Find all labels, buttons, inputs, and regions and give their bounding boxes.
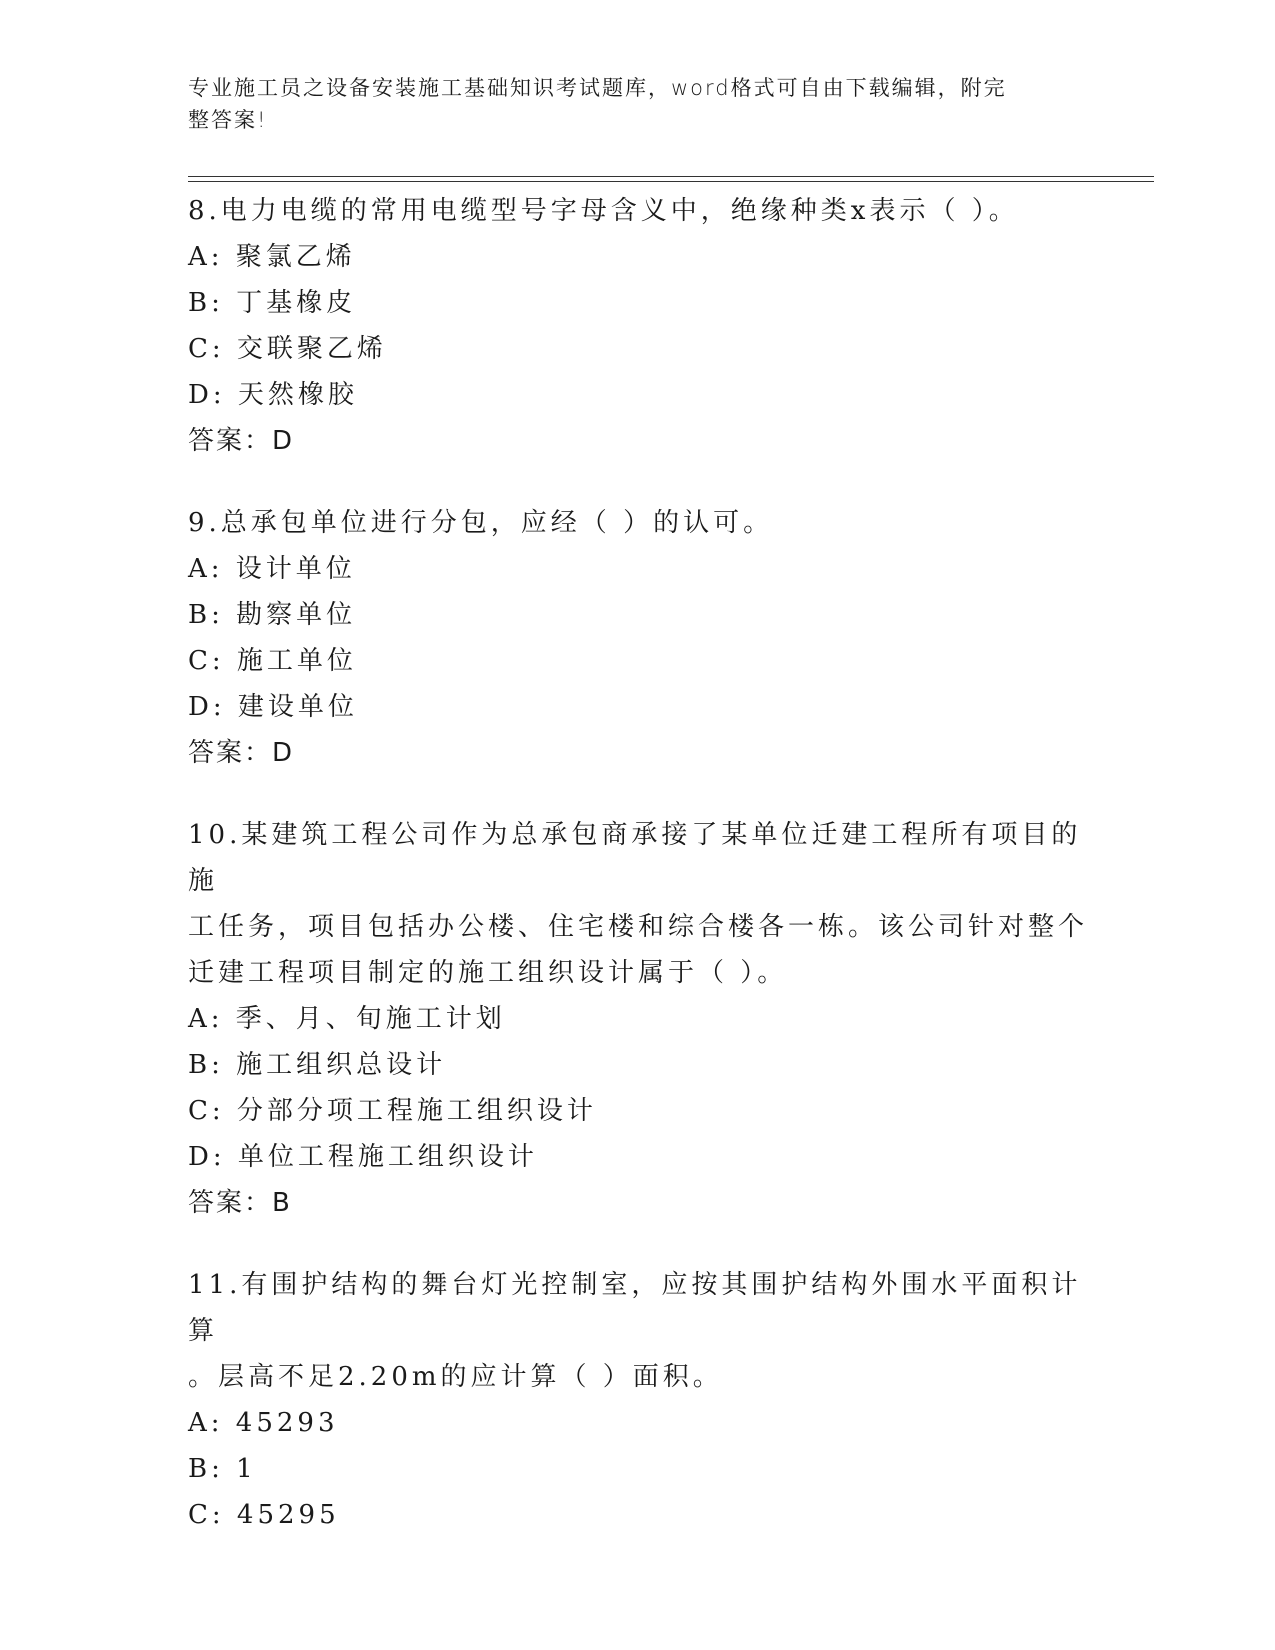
question-8: [188, 188, 1088, 464]
answer: 答案：D: [188, 426, 295, 456]
header-line-1: 专业施工员之设备安装施工基础知识考试题库，word格式可自由下载编辑，附完: [188, 76, 1007, 100]
option-c: C: 分部分项工程施工组织设计: [188, 1096, 597, 1126]
option-a: A: 聚氯乙烯: [188, 242, 356, 272]
option-d: D: 建设单位: [188, 692, 358, 722]
question-list: [188, 188, 1088, 1574]
answer: 答案：B: [188, 1188, 292, 1218]
option-a: A: 45293: [188, 1408, 339, 1438]
option-d: D: 天然橡胶: [188, 380, 358, 410]
header-divider-bottom: [188, 181, 1154, 182]
question-text-line-1: 10.某建筑工程公司作为总承包商承接了某单位迁建工程所有项目的施: [188, 820, 1082, 896]
option-c: C: 45295: [188, 1500, 340, 1530]
option-c: C: 施工单位: [188, 646, 357, 676]
answer: 答案：D: [188, 738, 295, 768]
question-text: 8.电力电缆的常用电缆型号字母含义中，绝缘种类x表示（ ）。: [188, 196, 1019, 226]
document-header: [188, 72, 1068, 136]
question-text-line-3: 迁建工程项目制定的施工组织设计属于（ ）。: [188, 958, 788, 988]
question-text-line-2: 。层高不足2.20m的应计算（ ）面积。: [188, 1362, 723, 1392]
option-c: C: 交联聚乙烯: [188, 334, 387, 364]
option-b: B: 施工组织总设计: [188, 1050, 447, 1080]
header-divider-top: [188, 176, 1154, 177]
option-a: A: 设计单位: [188, 554, 356, 584]
option-b: B: 勘察单位: [188, 600, 357, 630]
option-b: B: 1: [188, 1454, 257, 1484]
question-9: [188, 500, 1088, 776]
option-b: B: 丁基橡皮: [188, 288, 357, 318]
header-line-2: 整答案!: [188, 108, 268, 132]
option-d: D: 单位工程施工组织设计: [188, 1142, 538, 1172]
question-text: 9.总承包单位进行分包，应经（ ）的认可。: [188, 508, 774, 538]
question-10: [188, 812, 1088, 1226]
option-a: A: 季、月、旬施工计划: [188, 1004, 506, 1034]
question-11: [188, 1262, 1088, 1538]
question-text-line-2: 工任务，项目包括办公楼、住宅楼和综合楼各一栋。该公司针对整个: [188, 912, 1089, 942]
question-text-line-1: 11.有围护结构的舞台灯光控制室，应按其围护结构外围水平面积计算: [188, 1270, 1082, 1346]
